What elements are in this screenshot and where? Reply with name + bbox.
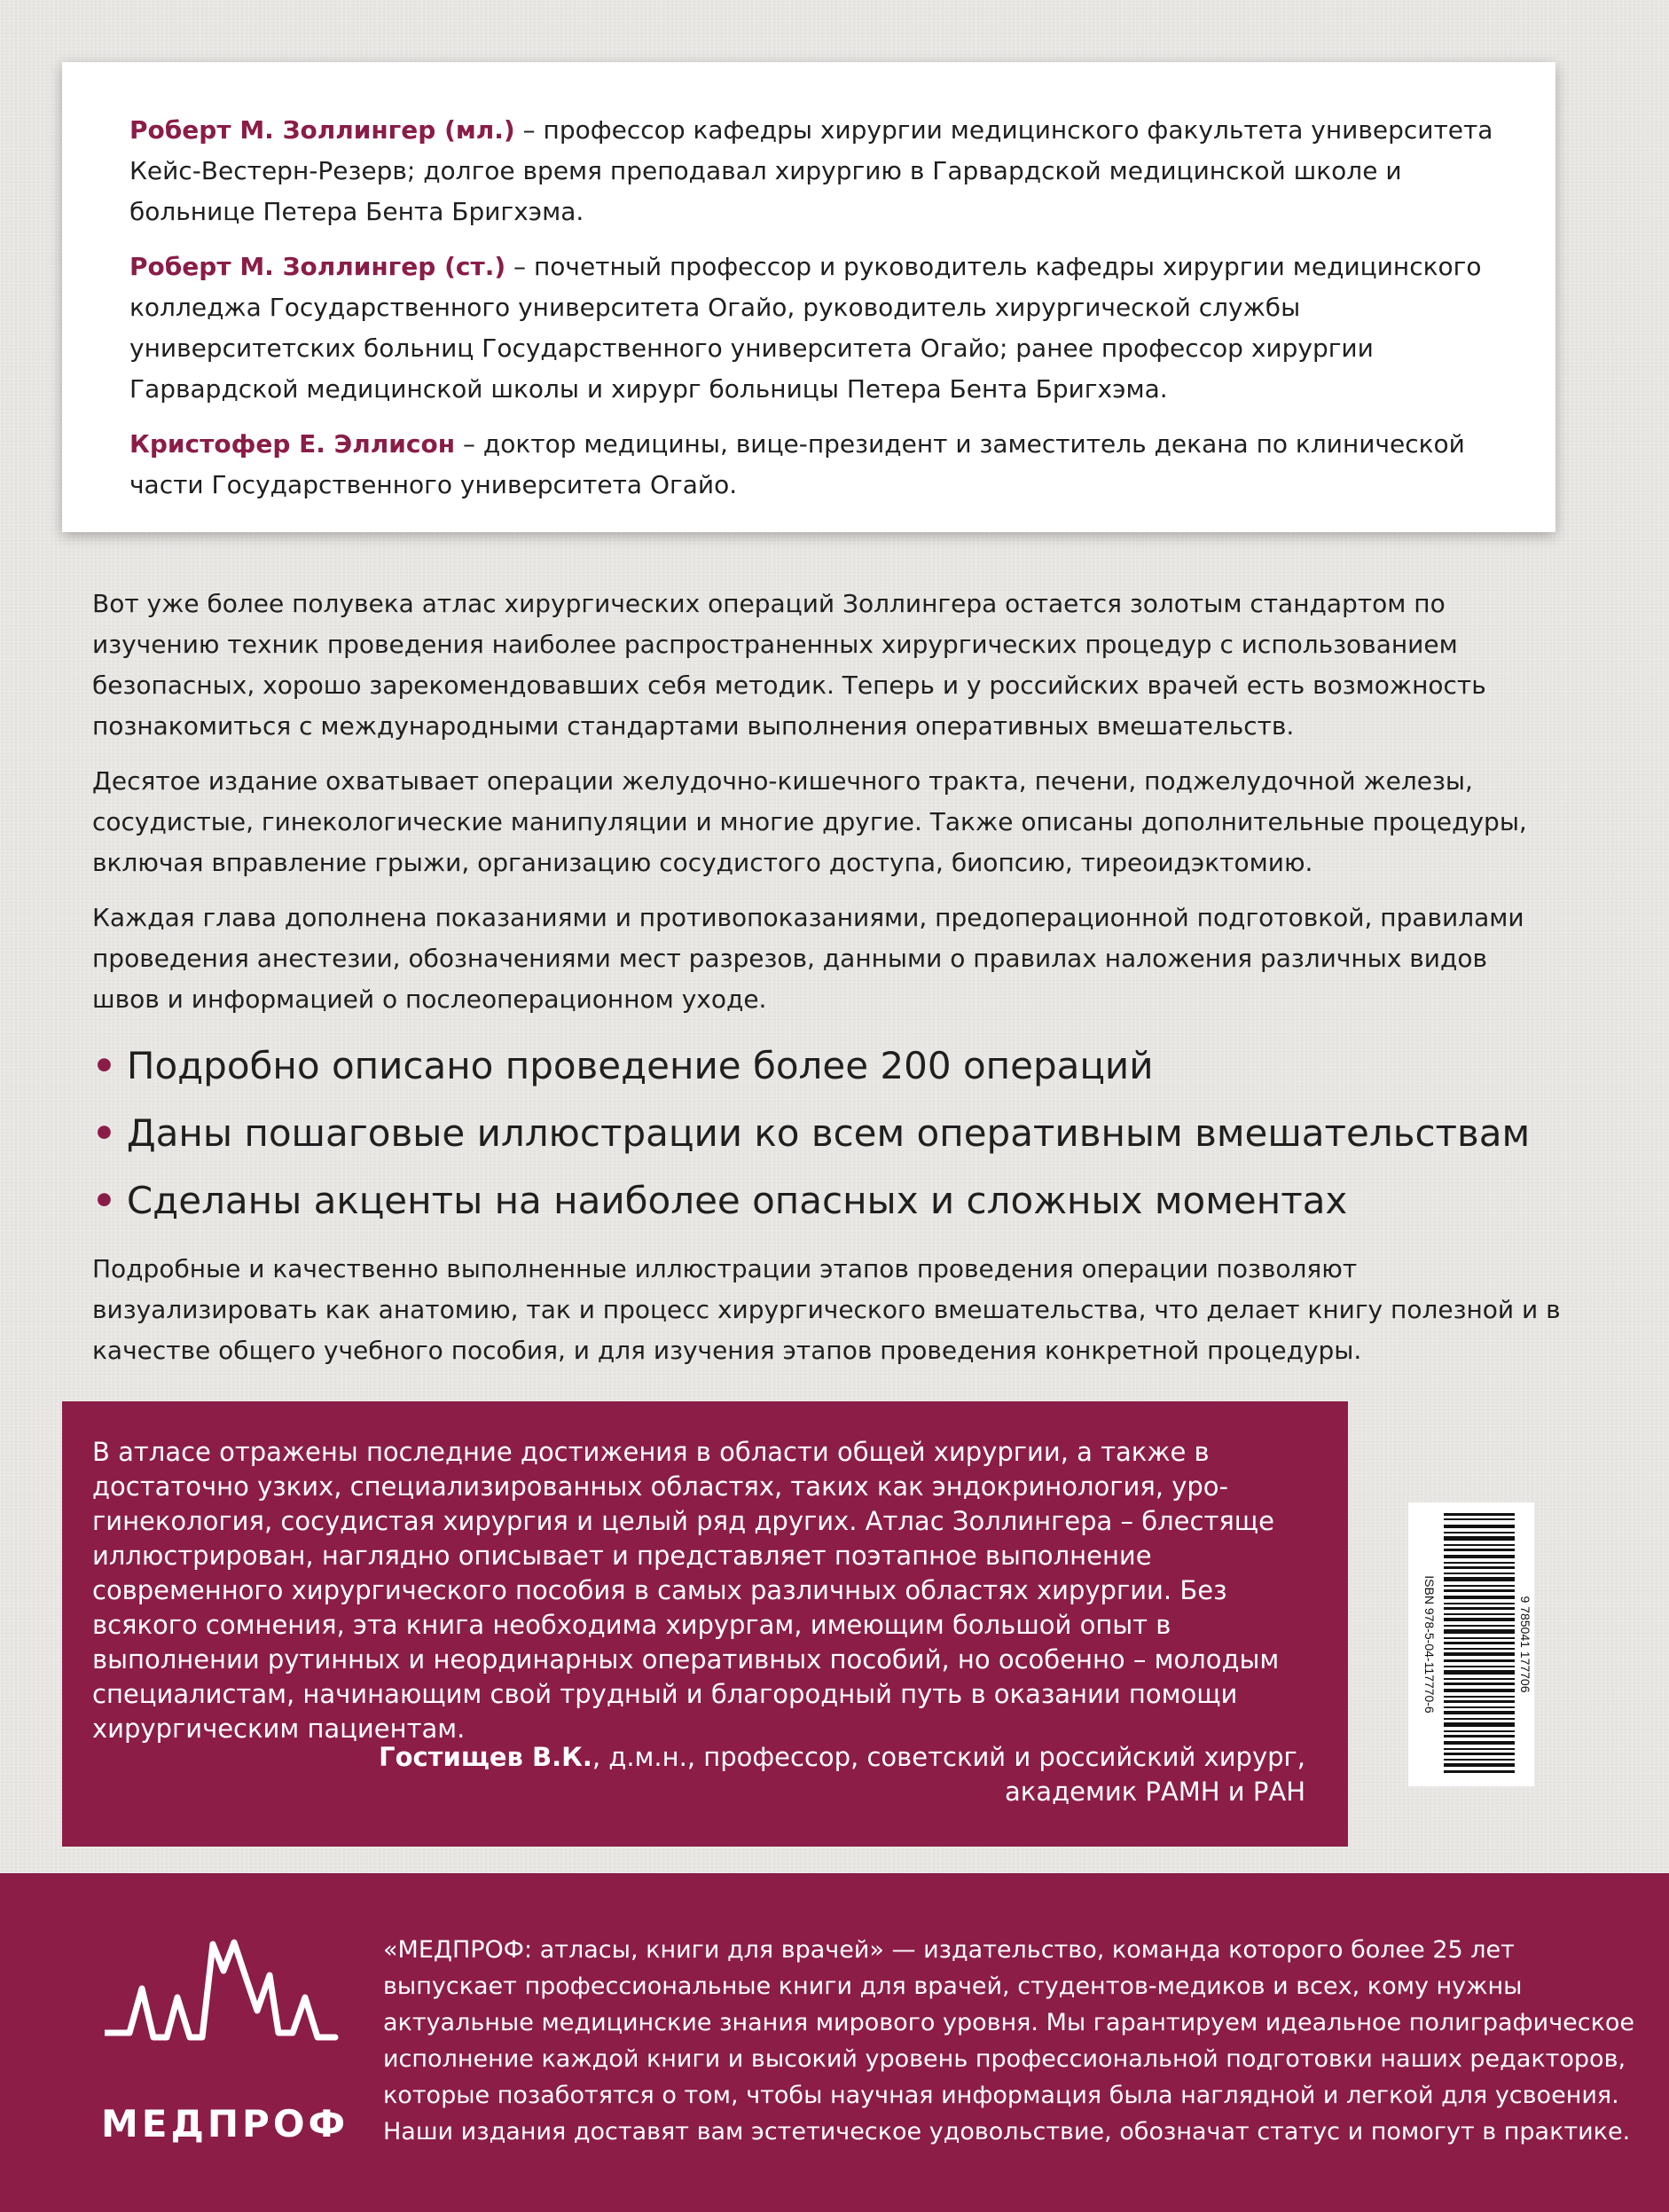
reviewer-name: Гостищев В.К. (379, 1742, 592, 1772)
publisher-footer (0, 1873, 1669, 2212)
review-quote-text: В атласе отражены последние достижения в области общей хирургии, а также в достаточно узких, специализированных областях, таких как эндокринология, уро-гинекология, сосудистая хирургия и целый ряд других. Атлас Золлингера – блестяще иллюстрирован, наглядно описывает и представляет поэтапное выполнение современного хирургического пособия в самых различных областях хирургии. Без всякого сомнения, эта книга необходима хирургам, имеющим большой опыт в выполнении рутинных и неординарных оперативных пособий, но особенно – молодым специалистам, начинающим свой трудный и благородный путь в оказании помощи хирургическим пациентам. (92, 1437, 1280, 1744)
review-signature (379, 1740, 1305, 1809)
feature-list (92, 1032, 1582, 1235)
reviewer-credentials: академик РАМН и РАН (1005, 1777, 1305, 1807)
bullet-icon: • (92, 1179, 116, 1222)
isbn-text: ISBN 978-5-04-117770-6 (1422, 1575, 1437, 1714)
feature-text: Сделаны акценты на наиболее опасных и сложных моментах (126, 1179, 1348, 1222)
feature-text: Даны пошаговые иллюстрации ко всем оперативным вмешательствам (126, 1111, 1531, 1155)
bullet-icon: • (92, 1044, 116, 1087)
author-entry (129, 424, 1499, 506)
intro-paragraph: Десятое издание охватывает операции желудочно-кишечного тракта, печени, поджелудочной железы, сосудистые, гинекологические манипуляции и многие другие. Также описаны дополнительные процедуры, включая вправление грыжи, организацию сосудистого доступа, биопсию, тиреоидэктомию. (92, 766, 1527, 877)
reviewer-credentials: , д.м.н., профессор, советский и российский хирург, (592, 1742, 1305, 1772)
outro-paragraph: Подробные и качественно выполненные иллюстрации этапов проведения операции позволяют визуализировать как анатомию, так и процесс хирургического вмешательства, что делает книгу полезной и в качестве общего учебного пособия, и для изучения этапов проведения конкретной процедуры. (92, 1254, 1561, 1365)
author-name: Роберт М. Золлингер (ст.) (129, 252, 506, 281)
medprof-logo-icon (105, 1926, 344, 2104)
feature-item (92, 1032, 1582, 1100)
publisher-description: «МЕДПРОФ: атласы, книги для врачей» — издательство, команда которого более 25 лет выпускает профессиональные книги для врачей, студентов-медиков и всех, кому нужны актуальные медицинские знания мирового уровня. Мы гарантируем идеальное полиграфическое исполнение каждой книги и высокий уровень профессиональной подготовки наших редакторов, которые позаботятся о том, чтобы научная информация была наглядной и легкой для усвоения. Наши издания доставят вам эстетическое удовольствие, обозначат статус и помогут в практике. (383, 1936, 1635, 2145)
feature-item (92, 1167, 1582, 1235)
author-bio: – доктор медицины, вице-президент и заместитель декана по клинической части Государственного университета Огайо. (129, 429, 1465, 499)
author-name: Роберт М. Золлингер (мл.) (129, 115, 515, 145)
intro-text (92, 584, 1547, 1034)
publisher-logo-text: МЕДПРОФ (101, 2102, 349, 2145)
authors-box (62, 62, 1555, 532)
author-entry (129, 247, 1499, 410)
author-bio: – почетный профессор и руководитель кафедры хирургии медицинского колледжа Государственного университета Огайо, руководитель хирургической службы университетских больниц Государственного университета Огайо; ранее профессор хирургии Гарвардской медицинской школы и хирург больницы Петера Бента Бригхэма. (129, 252, 1482, 404)
author-bio: – профессор кафедры хирургии медицинского факультета университета Кейс-Вестерн-Резерв; долгое время преподавал хирургию в Гарвардской медицинской школе и больнице Петера Бента Бригхэма. (129, 115, 1493, 226)
feature-text: Подробно описано проведение более 200 операций (126, 1044, 1154, 1087)
feature-item (92, 1100, 1582, 1167)
intro-paragraph: Вот уже более полувека атлас хирургических операций Золлингера остается золотым стандартом по изучению техник проведения наиболее распространенных хирургических процедур с использованием безопасных, хорошо зарекомендовавших себя методик. Теперь и у российских врачей есть возможность познакомиться с международными стандартами выполнения оперативных вмешательств. (92, 589, 1486, 741)
author-entry (129, 110, 1499, 232)
bullet-icon: • (92, 1111, 116, 1155)
review-quote-box (62, 1401, 1348, 1847)
author-name: Кристофер Е. Эллисон (129, 429, 456, 459)
barcode-digits: 9 785041 177706 (1518, 1596, 1532, 1693)
intro-paragraph: Каждая глава дополнена показаниями и противопоказаниями, предоперационной подготовкой, правилами проведения анестезии, обозначениями мест разрезов, данными о правилах наложения различных видов швов и информацией о послеоперационном уходе. (92, 903, 1524, 1014)
isbn-barcode (1408, 1502, 1534, 1786)
